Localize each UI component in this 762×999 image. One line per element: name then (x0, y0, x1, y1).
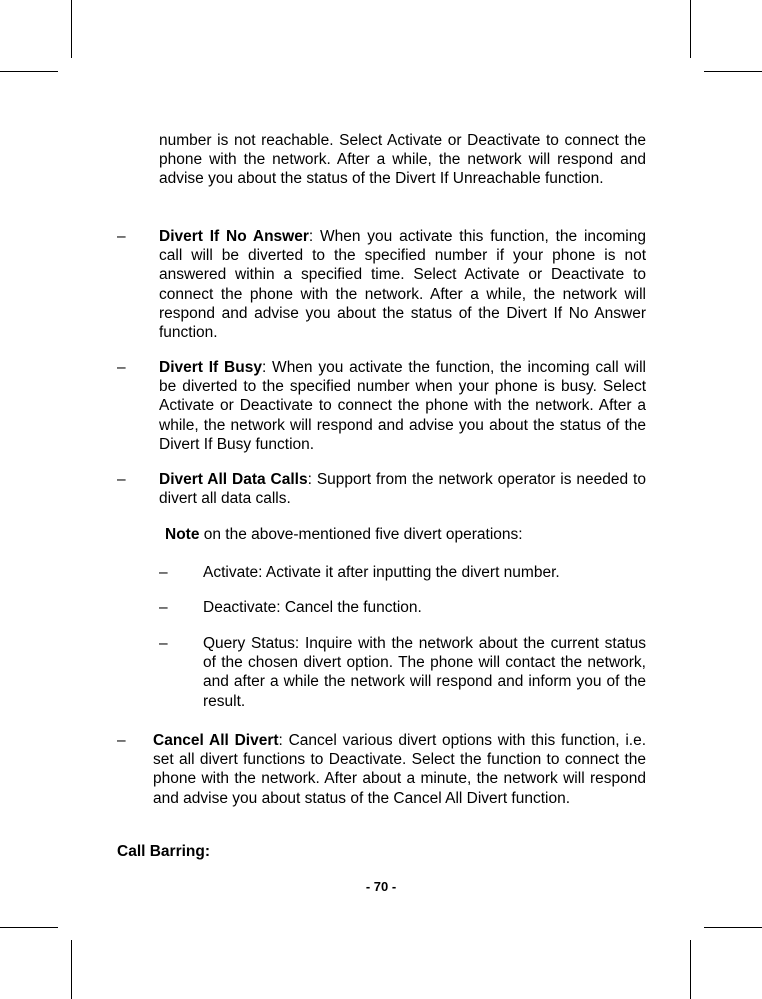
list-dash: – (159, 635, 168, 652)
list-dash: – (117, 471, 126, 488)
crop-mark-bottom-left-vertical (71, 940, 72, 999)
note-subitem-text: Deactivate: Cancel the function. (203, 599, 422, 616)
item-term: Divert If No Answer (159, 228, 309, 245)
item-text: : When you activate this function, the incoming call will be diverted to the specified number if your phone is not answered within a specified time. Select Activate or Deactivate to connect the phone with the network. After a while, the network will respond and advise you about the status of the Divert If No Answer function. (159, 228, 646, 342)
list-dash: – (117, 359, 126, 376)
list-dash: – (117, 228, 126, 245)
list-item-text (153, 731, 646, 808)
list-dash: – (117, 732, 126, 749)
item-text: : Support from the network operator is needed to divert all data calls. (159, 471, 646, 508)
page-number: - 70 - (365, 879, 397, 894)
crop-mark-bottom-right-horizontal (704, 927, 762, 928)
item-text: : Cancel various divert options with this function, i.e. set all divert functions to Deactivate. Select the function to connect the phone with the network. After about a minute, the network will respond and advise you about status of the Cancel All Divert function. (153, 732, 647, 807)
list-item-text (159, 470, 646, 508)
crop-mark-top-left-vertical (71, 0, 72, 58)
note-subitem-text: Query Status: Inquire with the network about the current status of the chosen divert option. The phone will contact the network, and after a while the network will respond and inform you of the result. (203, 635, 646, 710)
note-subitem-text: Activate: Activate it after inputting the divert number. (203, 564, 560, 581)
item-term: Cancel All Divert (153, 732, 279, 749)
note-line (165, 525, 645, 544)
list-item-text (159, 358, 646, 454)
list-item-text (159, 227, 646, 342)
list-dash: – (159, 564, 168, 581)
note-text: on the above-mentioned five divert operations: (199, 526, 523, 543)
item-term: Divert If Busy (159, 359, 262, 376)
note-term: Note (165, 526, 200, 543)
item-term: Divert All Data Calls (159, 471, 308, 488)
section-heading-call-barring: Call Barring: (117, 843, 211, 860)
crop-mark-top-right-vertical (690, 0, 691, 58)
item-text: : When you activate the function, the incoming call will be diverted to the specified number when your phone is busy. Select Activate or Deactivate to connect the phone with the network. After a while, the network will respond and advise you about the status of the Divert If Busy function. (159, 359, 646, 453)
crop-mark-top-left-horizontal (0, 71, 58, 72)
crop-mark-bottom-left-horizontal (0, 927, 58, 928)
continuation-paragraph: number is not reachable. Select Activate or Deactivate to connect the phone with the network. After a while, the network will respond and advise you about the status of the Divert If Unreachable function. (159, 132, 646, 188)
list-dash: – (159, 599, 168, 616)
crop-mark-top-right-horizontal (704, 71, 762, 72)
crop-mark-bottom-right-vertical (690, 940, 691, 999)
